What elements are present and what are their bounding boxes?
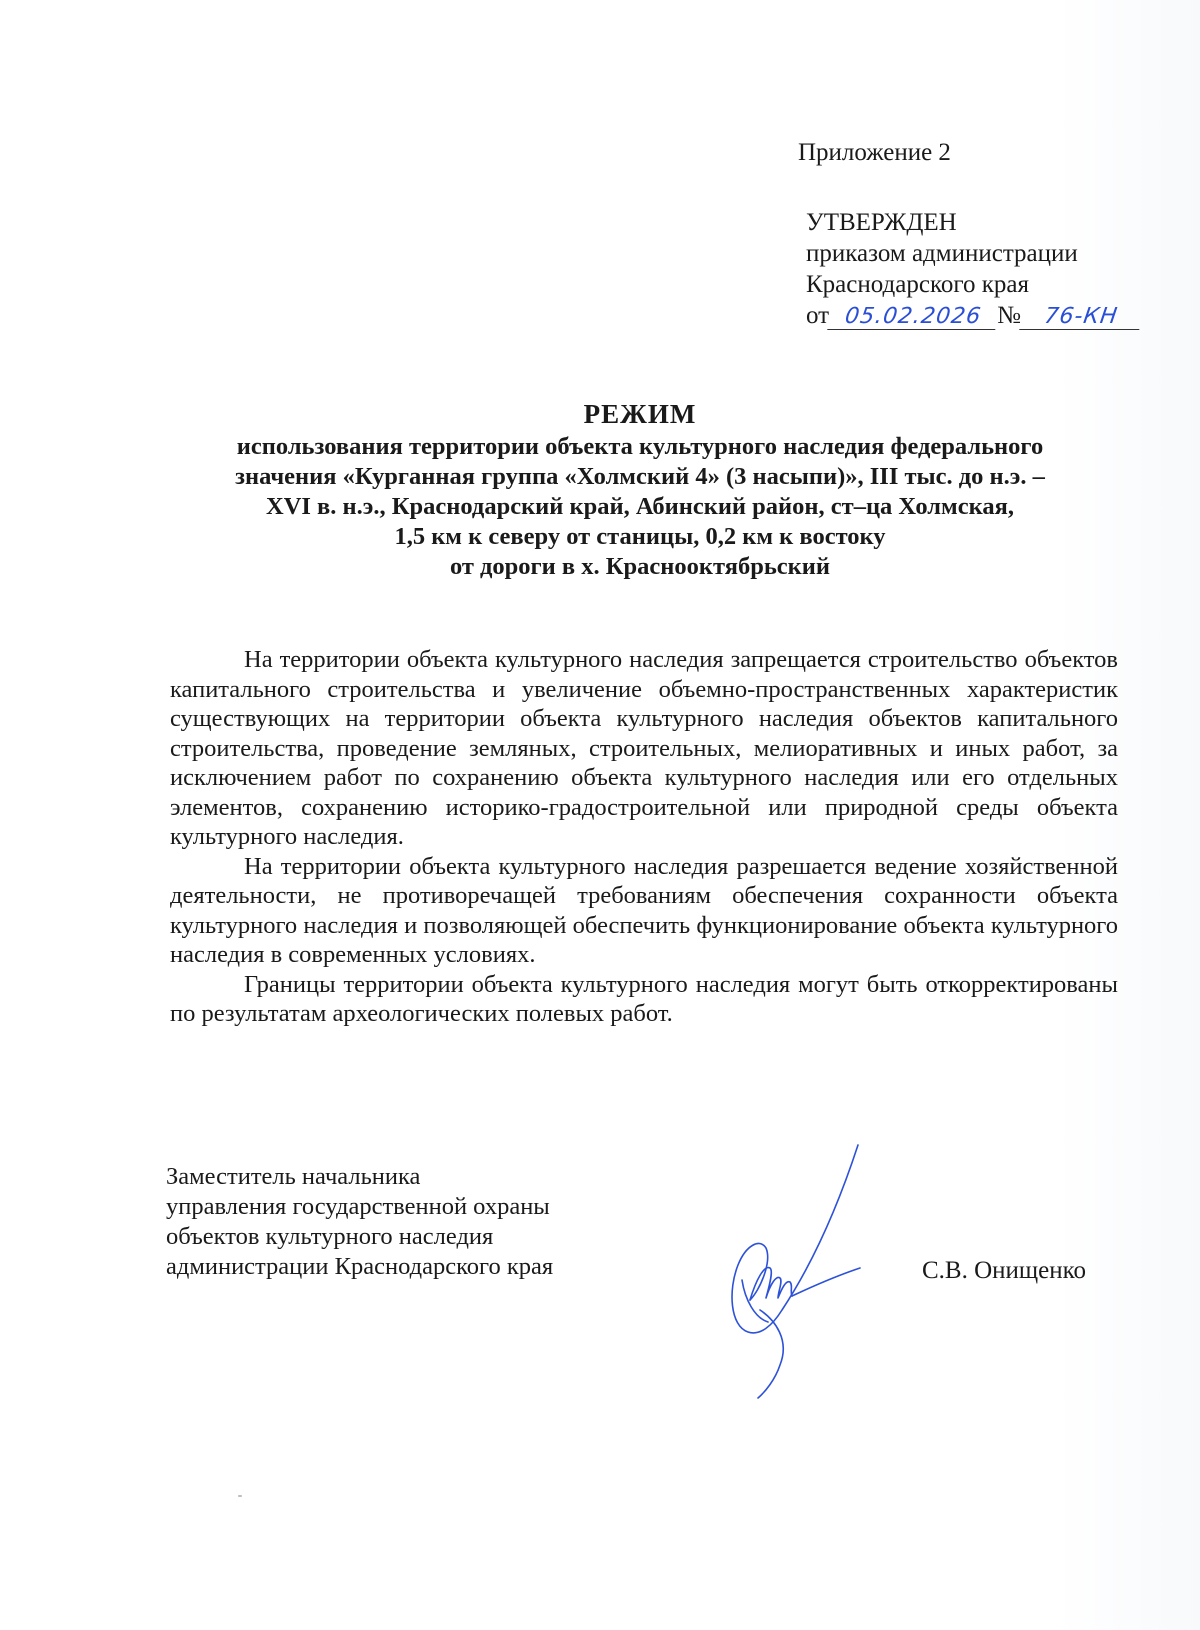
subtitle-line: 1,5 км к северу от станицы, 0,2 км к востоку: [394, 523, 886, 550]
subtitle-line: использования территории объекта культурного наследия федерального: [236, 433, 1044, 460]
approved-by-line-2: Краснодарского края: [806, 271, 1029, 298]
order-date-prefix: от: [806, 302, 830, 329]
signer-position-line: управления государственной охраны: [166, 1193, 550, 1220]
approved-heading: УТВЕРЖДЕН: [806, 209, 957, 236]
body-paragraph-prohibitions: На территории объекта культурного наследия запрещается строительство объектов капитального строительства и увеличение объемно-пространственных характеристик существующих на территории объекта культурного наследия объектов капитального строительства, проведение земляных, строительных, мелиоративных и иных работ, за исключением работ по сохранению объекта культурного наследия или его отдельных элементов, сохранению историко-градостроительной или природной среды объекта культурного наследия.: [170, 646, 1118, 850]
subtitle-line: значения «Курганная группа «Холмский 4» (3 насыпи)», III тыс. до н.э. –: [235, 463, 1045, 490]
signer-position-line: Заместитель начальника: [166, 1163, 421, 1190]
document-subtitle: [150, 432, 1130, 582]
order-date-number-line: [806, 300, 1156, 331]
body-paragraph-permissions: На территории объекта культурного наследия разрешается ведение хозяйственной деятельности, не противоречащей требованиям обеспечения сохранности объекта культурного наследия и позволяющей обеспечить функционирование объекта культурного наследия в современных условиях.: [170, 852, 1118, 968]
subtitle-line: XVI в. н.э., Краснодарский край, Абинский район, ст–ца Холмская,: [266, 493, 1014, 520]
document-title: РЕЖИМ: [583, 399, 697, 429]
signer-name: С.В. Онищенко: [922, 1257, 1087, 1284]
approved-by-line-1: приказом администрации: [806, 240, 1078, 267]
scan-speck: [238, 1495, 242, 1497]
appendix-label: Приложение 2: [798, 139, 951, 166]
signer-position-block: [166, 1162, 553, 1282]
body-paragraph-boundaries: Границы территории объекта культурного наследия могут быть откорректированы по результатам археологических полевых работ.: [170, 970, 1118, 1027]
signer-position-line: администрации Краснодарского края: [166, 1253, 554, 1280]
signer-position-line: объектов культурного наследия: [166, 1223, 494, 1250]
order-date-handwritten: 05.02.2026: [827, 305, 999, 330]
document-title-block: [150, 398, 1130, 582]
order-number-prefix: №: [997, 302, 1021, 329]
approval-stamp-block: [806, 207, 1156, 331]
handwritten-signature: [720, 1140, 870, 1400]
document-body: [170, 645, 1118, 1029]
order-number-handwritten: 76-КН: [1019, 305, 1143, 330]
subtitle-line: от дороги в х. Краснооктябрьский: [449, 553, 831, 580]
